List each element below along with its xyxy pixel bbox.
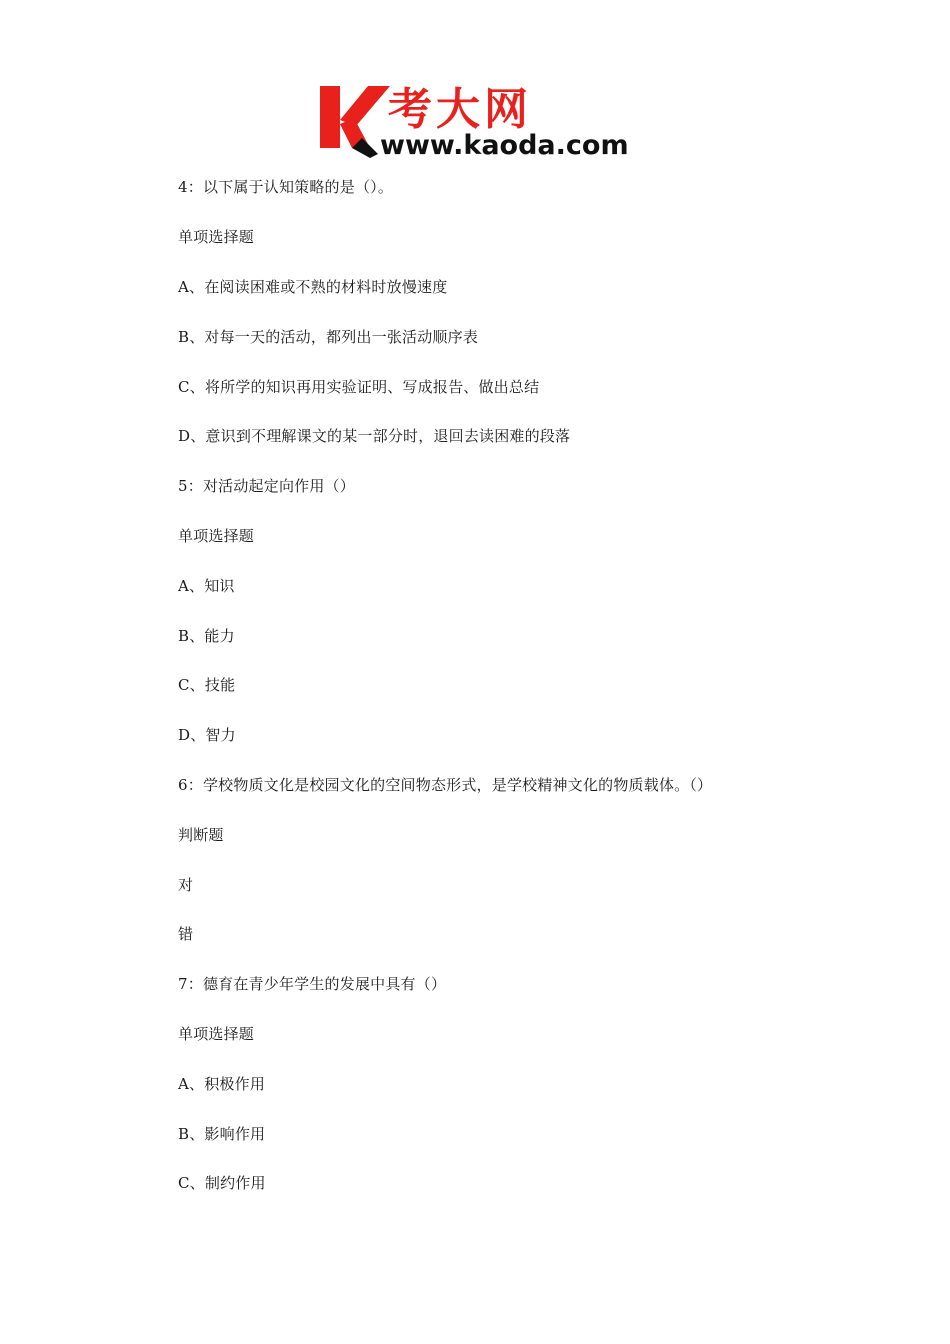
- q7-option-c: C、制约作用: [178, 1174, 266, 1192]
- q6-stem: 6：学校物质文化是校园文化的空间物态形式，是学校精神文化的物质载体。（）: [178, 776, 713, 794]
- q7-stem: 7：德育在青少年学生的发展中具有（）: [178, 975, 447, 993]
- q7-option-b: B、影响作用: [178, 1125, 266, 1143]
- q6-option-false: 错: [178, 925, 194, 943]
- kaoda-logo-graphic: [318, 80, 638, 160]
- q5-option-b: B、能力: [178, 627, 235, 645]
- q4-option-b: B、对每一天的活动，都列出一张活动顺序表: [178, 328, 479, 346]
- q5-option-c: C、技能: [178, 676, 236, 694]
- q6-type: 判断题: [178, 826, 224, 844]
- kaoda-logo: [318, 80, 638, 160]
- q7-type: 单项选择题: [178, 1025, 255, 1043]
- q4-option-a: A、在阅读困难或不熟的材料时放慢速度: [178, 278, 448, 296]
- q6-option-true: 对: [178, 876, 194, 894]
- q7-option-a: A、积极作用: [178, 1075, 266, 1093]
- q5-type: 单项选择题: [178, 527, 255, 545]
- q4-stem: 4：以下属于认知策略的是（）。: [178, 178, 394, 196]
- logo-brand-url: www.kaoda.com: [380, 130, 629, 160]
- q4-type: 单项选择题: [178, 228, 255, 246]
- q5-option-a: A、知识: [178, 577, 235, 595]
- logo-brand-cn: 考大网: [388, 84, 532, 135]
- q5-option-d: D、智力: [178, 726, 236, 744]
- q4-option-d: D、意识到不理解课文的某一部分时，退回去读困难的段落: [178, 427, 571, 445]
- q5-stem: 5：对活动起定向作用（）: [178, 477, 355, 495]
- q4-option-c: C、将所学的知识再用实验证明、写成报告、做出总结: [178, 378, 540, 396]
